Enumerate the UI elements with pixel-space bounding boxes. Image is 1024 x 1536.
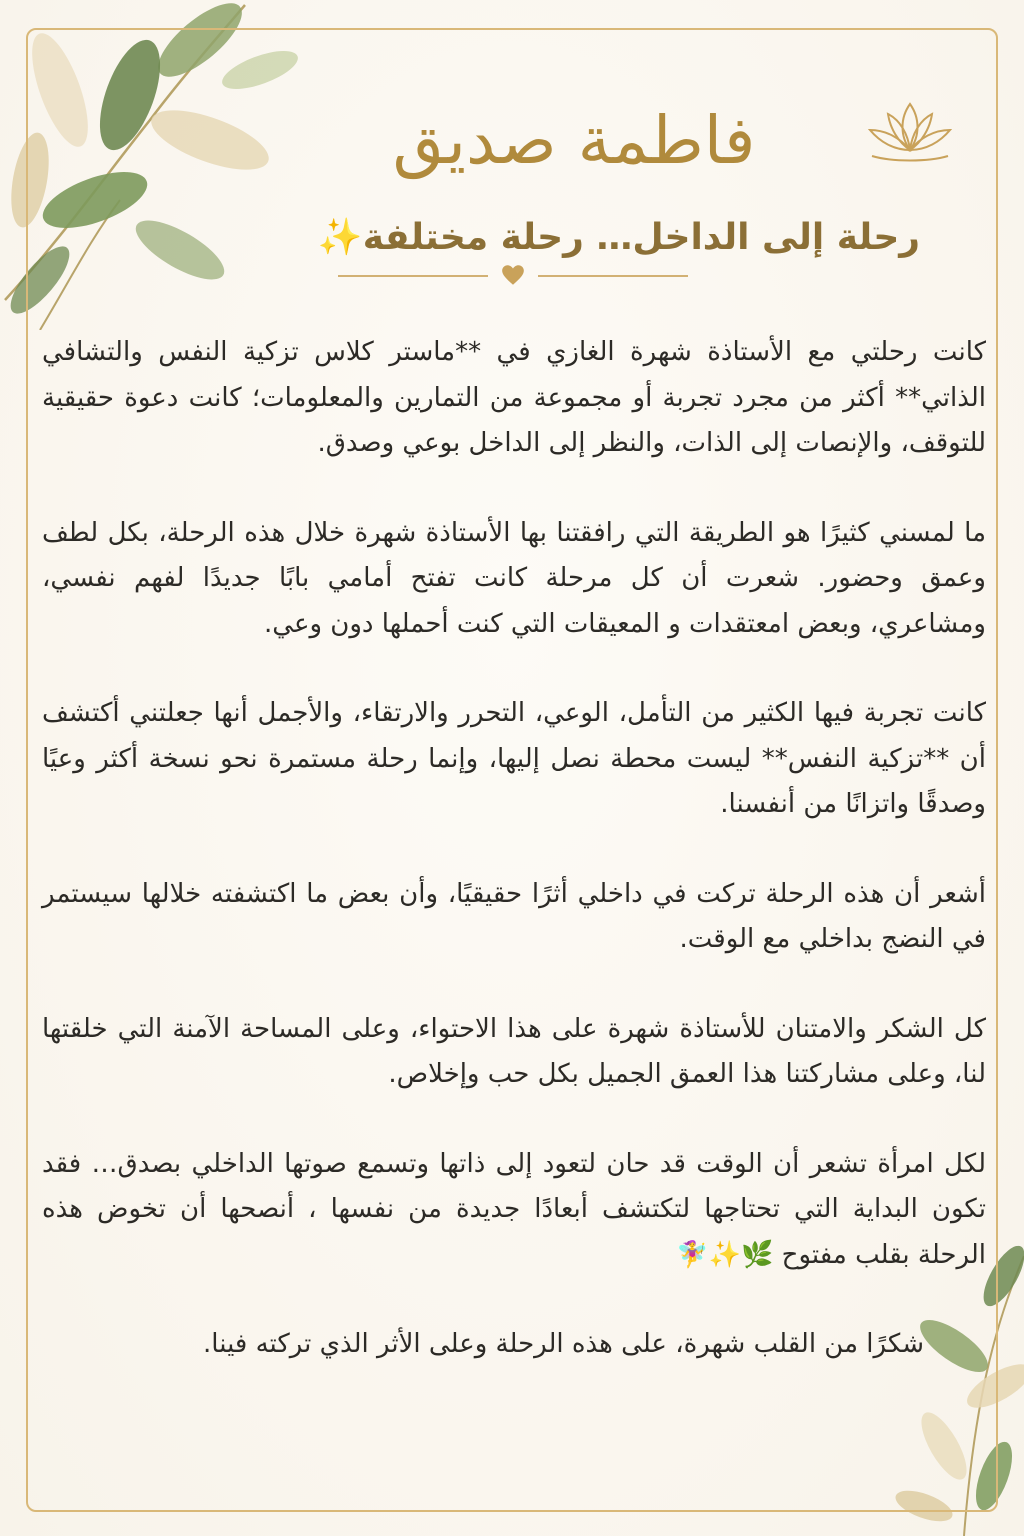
paragraph: لكل امرأة تشعر أن الوقت قد حان لتعود إلى ذاتها وتسمع صوتها الداخلي بصدق… فقد تكون البداية التي تحتاجها لتكتشف أبعادًا جديدة من نفسها ، أنصحها أن تخوض هذه الرحلة بقلب مفتوح 🌿✨🧚‍♀️ (42, 1148, 986, 1270)
lotus-icon (862, 96, 958, 166)
heart-icon (500, 262, 526, 288)
ornament-divider (338, 262, 688, 292)
divider-line (338, 275, 488, 277)
closing-line: شكرًا من القلب شهرة، على هذه الرحلة وعلى الأثر الذي تركته فينا. (203, 1329, 924, 1359)
page-subtitle: رحلة إلى الداخل… رحلة مختلفة✨ (317, 217, 920, 258)
page-title: فاطمة صديق (392, 102, 756, 179)
paragraph: كانت تجربة فيها الكثير من التأمل، الوعي، التحرر والارتقاء، والأجمل أنها جعلتني أكتشف أن **تزكية النفس** ليست محطة نصل إليها، وإنما رحلة مستمرة نحو نسخة أكثر وعيًا وصدقًا واتزانًا من أنفسنا. (42, 698, 986, 819)
paragraph: أشعر أن هذه الرحلة تركت في داخلي أثرًا حقيقيًا، وأن بعض ما اكتشفته خلالها سيستمر في النضج بداخلي مع الوقت. (42, 878, 986, 954)
paragraph: ما لمسني كثيرًا هو الطريقة التي رافقتنا بها الأستاذة شهرة خلال هذه الرحلة، بكل لطف وعمق وحضور. شعرت أن كل مرحلة كانت تفتح أمامي بابًا جديدًا لفهم نفسي، ومشاعري، وبعض امعتقدات و المعيقات التي كنت أحملها دون وعي. (42, 517, 986, 639)
paragraph: كل الشكر والامتنان للأستاذة شهرة على هذا الاحتواء، وعلى المساحة الآمنة التي خلقتها لنا، وعلى مشاركتنا هذا العمق الجميل بكل حب وإخلاص. (42, 1013, 986, 1089)
divider-line (538, 275, 688, 277)
testimonial-body (42, 330, 986, 1412)
paragraph: كانت رحلتي مع الأستاذة شهرة الغازي في **ماستر كلاس تزكية النفس والتشافي الذاتي** أكثر من مجرد تجربة أو مجموعة من التمارين والمعلومات؛ كانت دعوة حقيقية للتوقف، والإنصات إلى الذات، والنظر إلى الداخل بوعي وصدق. (42, 337, 986, 458)
